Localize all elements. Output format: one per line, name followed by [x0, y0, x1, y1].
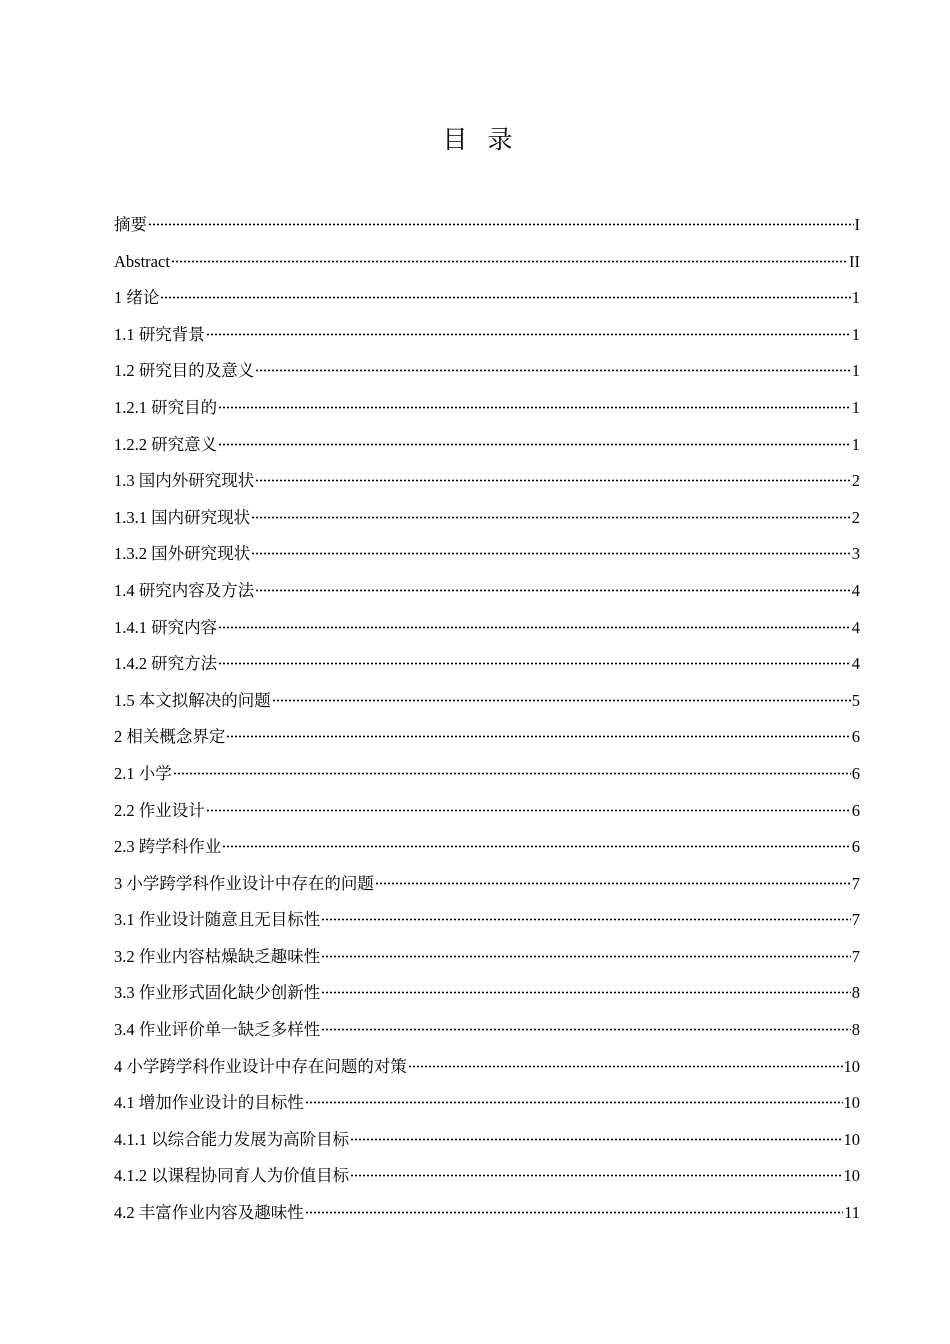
toc-entry-label: 2.3 跨学科作业	[114, 837, 222, 857]
dot-leader	[251, 516, 851, 519]
toc-entry[interactable]	[114, 463, 860, 500]
toc-entry-label: 3.4 作业评价单一缺乏多样性	[114, 1020, 321, 1040]
toc-entry-label: 4.1.1 以综合能力发展为高阶目标	[114, 1129, 350, 1149]
toc-entry-page-number: 11	[844, 1203, 860, 1223]
toc-entry-page-number: 7	[851, 910, 860, 930]
toc-entry[interactable]	[114, 1085, 860, 1122]
dot-leader	[272, 699, 851, 702]
toc-entry-page-number: 10	[843, 1093, 860, 1113]
toc-entry-label: 1.3 国内外研究现状	[114, 471, 255, 491]
toc-entry[interactable]	[114, 756, 860, 793]
toc-entry-page-number: 6	[851, 837, 860, 857]
toc-entry-page-number: 2	[851, 507, 860, 527]
dot-leader	[171, 260, 848, 263]
toc-entry-page-number: 5	[851, 690, 860, 710]
toc-entry-page-number: 1	[851, 397, 860, 417]
toc-entry-label: 3 小学跨学科作业设计中存在的问题	[114, 873, 374, 893]
toc-entry-label: 4.2 丰富作业内容及趣味性	[114, 1203, 304, 1223]
toc-entry[interactable]	[114, 793, 860, 830]
dot-leader	[226, 735, 850, 738]
dot-leader	[305, 1211, 843, 1214]
toc-entry-page-number: 6	[851, 727, 860, 747]
dot-leader	[350, 1174, 842, 1177]
dot-leader	[321, 991, 851, 994]
toc-entry-page-number: 2	[851, 471, 860, 491]
toc-entry[interactable]	[114, 353, 860, 390]
toc-entry-label: 1.1 研究背景	[114, 324, 205, 344]
toc-entry-page-number: 7	[851, 873, 860, 893]
toc-entry[interactable]	[114, 390, 860, 427]
toc-entry-label: 1.2.2 研究意义	[114, 434, 218, 454]
toc-entry-page-number: 1	[851, 288, 860, 308]
toc-entry-page-number: 4	[851, 617, 860, 637]
toc-entry-label: 4.1.2 以课程协同育人为价值目标	[114, 1166, 350, 1186]
dot-leader	[321, 918, 851, 921]
toc-entry[interactable]	[114, 646, 860, 683]
toc-entry-label: 1.4.1 研究内容	[114, 617, 218, 637]
dot-leader	[218, 626, 851, 629]
toc-entry[interactable]	[114, 1049, 860, 1086]
dot-leader	[255, 589, 851, 592]
dot-leader	[222, 845, 851, 848]
toc-entry-page-number: 6	[851, 800, 860, 820]
dot-leader	[206, 333, 851, 336]
dot-leader	[173, 772, 851, 775]
toc-entry[interactable]	[114, 902, 860, 939]
toc-entry-page-number: 1	[851, 324, 860, 344]
dot-leader	[206, 809, 851, 812]
toc-entry[interactable]	[114, 1158, 860, 1195]
toc-entry-label: 3.3 作业形式固化缺少创新性	[114, 983, 321, 1003]
toc-entry-page-number: 4	[851, 580, 860, 600]
toc-entry-label: 3.2 作业内容枯燥缺乏趣味性	[114, 946, 321, 966]
toc-entry-label: 摘要	[114, 215, 147, 234]
toc-entry[interactable]	[114, 866, 860, 903]
dot-leader	[255, 369, 851, 372]
toc-entry-label: 1.3.1 国内研究现状	[114, 507, 251, 527]
dot-leader	[218, 443, 851, 446]
toc-entry-page-number: 8	[851, 983, 860, 1003]
toc-entry-page-number: 10	[843, 1129, 860, 1149]
toc-entry-label: 1.2 研究目的及意义	[114, 361, 255, 381]
toc-entry-label: 1.2.1 研究目的	[114, 397, 218, 417]
toc-entry-label: 1 绪论	[114, 288, 160, 308]
toc-entry-label: 1.5 本文拟解决的问题	[114, 690, 271, 710]
toc-entry-page-number: 7	[851, 946, 860, 966]
toc-entry-page-number: 1	[851, 361, 860, 381]
toc-entry-label: 1.4 研究内容及方法	[114, 580, 255, 600]
toc-entry-page-number: 10	[843, 1166, 860, 1186]
toc-title: 目录	[442, 125, 533, 154]
dot-leader	[305, 1101, 843, 1104]
toc-entry-label: 1.3.2 国外研究现状	[114, 544, 251, 564]
dot-leader	[321, 955, 851, 958]
toc-entry-label: 4.1 增加作业设计的目标性	[114, 1093, 304, 1113]
toc-entry[interactable]	[114, 719, 860, 756]
toc-entry[interactable]	[114, 427, 860, 464]
toc-entry[interactable]	[114, 573, 860, 610]
toc-entry[interactable]	[114, 244, 860, 281]
toc-entry-page-number: 8	[851, 1020, 860, 1040]
toc-entry[interactable]	[114, 280, 860, 317]
toc-entry-page-number: 4	[851, 654, 860, 674]
toc-entry[interactable]	[114, 1122, 860, 1159]
dot-leader	[218, 662, 851, 665]
toc-entry[interactable]	[114, 500, 860, 537]
toc-entry[interactable]	[114, 939, 860, 976]
toc-entry-page-number: II	[849, 251, 860, 271]
toc-entry-label: 4 小学跨学科作业设计中存在问题的对策	[114, 1056, 407, 1076]
toc-entry[interactable]	[114, 829, 860, 866]
toc-entry-label: 2 相关概念界定	[114, 727, 226, 747]
dot-leader	[218, 406, 851, 409]
toc-entry-page-number: 6	[851, 763, 860, 783]
toc-entry-page-number: I	[854, 215, 860, 234]
toc-entry-page-number: 3	[851, 544, 860, 564]
toc-entry-label: 1.4.2 研究方法	[114, 654, 218, 674]
dot-leader	[321, 1028, 851, 1031]
toc-entry-label: 2.2 作业设计	[114, 800, 205, 820]
dot-leader	[148, 223, 854, 226]
dot-leader	[160, 296, 850, 299]
dot-leader	[408, 1065, 843, 1068]
toc-entry-label: 3.1 作业设计随意且无目标性	[114, 910, 321, 930]
toc-list	[114, 207, 860, 1232]
toc-entry-label: Abstract	[114, 251, 170, 271]
dot-leader	[350, 1138, 842, 1141]
toc-entry[interactable]	[114, 610, 860, 647]
toc-entry[interactable]	[114, 975, 860, 1012]
toc-entry-page-number: 10	[843, 1056, 860, 1076]
toc-entry[interactable]	[114, 683, 860, 720]
toc-entry[interactable]	[114, 536, 860, 573]
toc-entry-label: 2.1 小学	[114, 763, 172, 783]
toc-entry[interactable]	[114, 1195, 860, 1232]
dot-leader	[255, 479, 851, 482]
dot-leader	[251, 552, 851, 555]
toc-entry[interactable]	[114, 1012, 860, 1049]
toc-entry[interactable]	[114, 317, 860, 354]
dot-leader	[375, 882, 851, 885]
toc-entry-page-number: 1	[851, 434, 860, 454]
toc-entry[interactable]	[114, 207, 860, 244]
